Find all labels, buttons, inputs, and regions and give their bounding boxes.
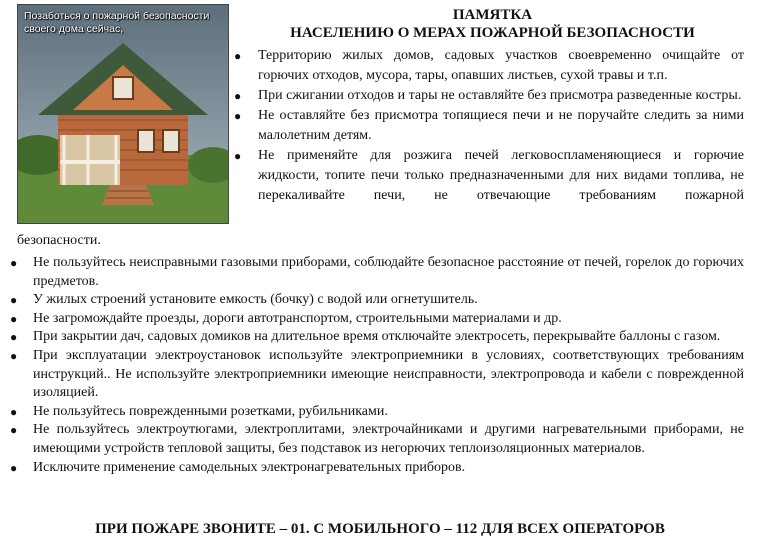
porch-rail (60, 160, 120, 164)
list-item: ● Исключите применение самодельных электронагревательных приборов. (33, 459, 744, 478)
bullet-icon: ● (10, 460, 18, 475)
bottom-rules-list (10, 254, 744, 477)
stairs (102, 185, 154, 205)
list-item: ● Не пользуйтесь электроутюгами, электроплитами, электрочайниками и другими нагревательными приборами, не имеющими устройств тепловой защиты, без подставок из негорючих теплоизоляционных материалов. (10, 422, 744, 456)
bullet-icon: ● (10, 330, 18, 345)
photo-caption: Позаботься о пожарной безопасности своего дома сейчас, (24, 10, 210, 35)
bullet-icon: ● (234, 109, 242, 123)
list-item: ● У жилых строений установите емкость (бочку) с водой или огнетушитель. (33, 291, 744, 310)
house-photo (17, 4, 229, 224)
bullet-icon: ● (10, 423, 18, 438)
window-1 (138, 130, 154, 152)
list-item: ● Не пользуйтесь поврежденными розетками, рубильниками. (33, 403, 744, 422)
bullet-icon: ● (10, 404, 18, 419)
list-item: ● Не применяйте для розжига печей легковоспламеняющиеся и горючие жидкости, топите печи только предназначенными для них видами топлива, не перекаливайте печи, не отвечающие требованиям пожарной (234, 148, 744, 203)
list-item: ● При эксплуатации электроустановок используйте электроприемники в условиях, соответствующих требованиям инструкций.. Не используйте электроприемники имеющие неисправности, электропровода и кабели с поврежденной изоляцией. (10, 347, 744, 401)
house-illustration (18, 5, 228, 223)
list-item-continuation: безопасности. (17, 233, 101, 248)
bullet-icon: ● (234, 149, 242, 163)
window-2 (163, 130, 179, 152)
attic-window (113, 77, 133, 99)
list-item: ● Не оставляйте без присмотра топящиеся печи и не поручайте следить за ними малолетним детям. (234, 108, 744, 143)
top-rules-list (234, 46, 744, 206)
page-title: ПАМЯТКА (452, 7, 533, 23)
bullet-icon: ● (234, 89, 242, 103)
bullet-icon: ● (10, 311, 18, 326)
bullet-icon: ● (10, 348, 18, 363)
list-item: ● Не пользуйтесь неисправными газовыми приборами, соблюдайте безопасное расстояние от печей, горелок до горючих предметов. (10, 255, 744, 289)
list-item: ● При закрытии дач, садовых домиков на длительное время отключайте электросеть, перекрывайте баллоны с газом. (33, 328, 744, 347)
page-subtitle: НАСЕЛЕНИЮ О МЕРАХ ПОЖАРНОЙ БЕЗОПАСНОСТИ (290, 25, 695, 41)
list-item: ● Не загромождайте проезды, дороги автотранспортом, строительными материалами и др. (33, 310, 744, 329)
bullet-icon: ● (234, 49, 242, 63)
emergency-footer: ПРИ ПОЖАРЕ ЗВОНИТЕ – 01. С МОБИЛЬНОГО – 112 ДЛЯ ВСЕХ ОПЕРАТОРОВ (95, 521, 665, 537)
bullet-icon: ● (10, 293, 18, 308)
list-item: ● Территорию жилых домов, садовых участков своевременно очищайте от горючих отходов, мусора, тары, опавших листьев, сухой травы и т.п. (234, 48, 744, 83)
list-item: ● При сжигании отходов и тары не оставляйте без присмотра разведенные костры. (258, 86, 744, 106)
bullet-icon: ● (10, 256, 18, 270)
